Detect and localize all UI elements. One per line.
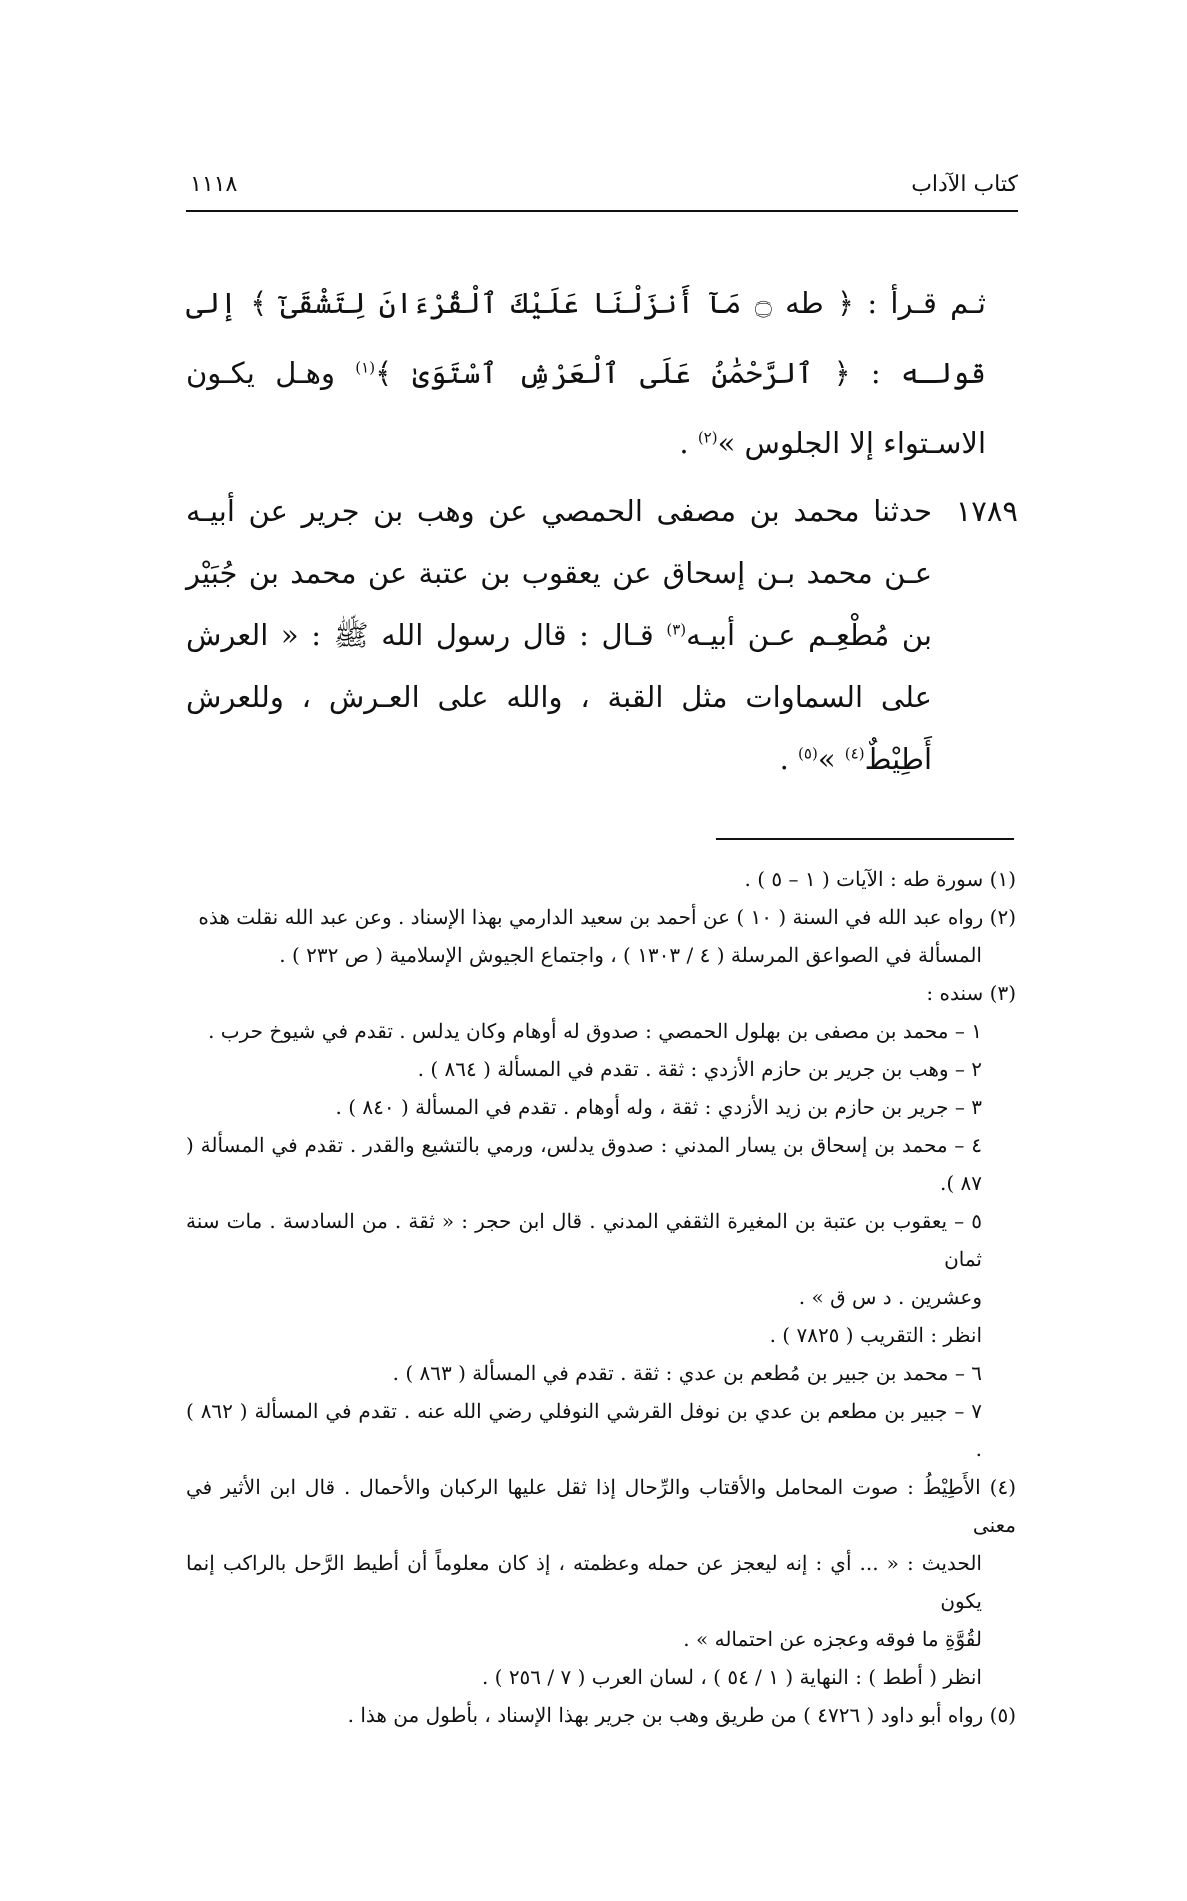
footnote-ref-1: (١) bbox=[355, 358, 376, 377]
footnote-3-heading: (٣) سنده : bbox=[926, 981, 1016, 1005]
footnote-4-line-3: لقُوَّةِ ما فوقه وعجزه عن احتماله » . bbox=[683, 1627, 982, 1651]
sanad-item-5-line-2: وعشرين . د س ق » . bbox=[798, 1285, 982, 1309]
book-title: كتاب الآداب bbox=[911, 172, 1018, 197]
sanad-item-3: ٣ – جرير بن حازم بن زيد الأزدي : ثقة ، وله أوهام . تقدم في المسألة ( ٨٤٠ ) . bbox=[335, 1095, 982, 1119]
main-text-body-3: . bbox=[679, 426, 698, 460]
hadith-part-3: » bbox=[817, 742, 845, 776]
footnote-ref-3: (٣) bbox=[666, 620, 687, 639]
sanad-item-4: ٤ – محمد بن إسحاق بن يسار المدني : صدوق يدلس، ورمي بالتشيع والقدر . تقدم في المسألة ( ٨٧ ). bbox=[186, 1133, 982, 1195]
main-text-body-2: وهـل يكـون الاسـتواء إلا الجلوس » bbox=[186, 356, 986, 460]
footnote-5: (٥) رواه أبو داود ( ٤٧٢٦ ) من طريق وهب بن جرير بهذا الإسناد ، بأطول من هذا . bbox=[347, 1703, 1016, 1727]
main-text-body: ثـم قـرأ : ﴿ طه ۝ مَآ أَنزَلْنَا عَلَيْكَ ٱلْقُرْءَانَ لِتَشْقَىٰٓ ﴾ إلى قولـه : ﴿ ٱلرَّحْمَٰنُ عَلَى ٱلْعَرْشِ ٱسْتَوَىٰ ﴾ bbox=[186, 286, 986, 390]
footnote-4 bbox=[186, 1468, 1016, 1696]
footnotes bbox=[186, 860, 1016, 1734]
footnote-2 bbox=[186, 898, 1016, 974]
hadith-part-4: . bbox=[779, 742, 799, 776]
hadith-1789 bbox=[186, 480, 1018, 790]
main-text bbox=[186, 268, 986, 478]
footnote-ref-4: (٤) bbox=[844, 744, 865, 763]
sanad-item-1: ١ – محمد بن مصفى بن بهلول الحمصي : صدوق له أوهام وكان يدلس . تقدم في شيوخ حرب . bbox=[208, 1019, 982, 1043]
sanad-item-5 bbox=[186, 1202, 1016, 1354]
page-header bbox=[186, 170, 1018, 212]
footnote-4-line-1: (٤) الأَطِيْطُ : صوت المحامل والأقتاب والرِّحال إذا ثقل عليها الركبان والأحمال . قال ابن الأثير في معنى bbox=[186, 1475, 1016, 1537]
footnote-2-line-2: المسألة في الصواعق المرسلة ( ٤ / ١٣٠٣ ) ، واجتماع الجيوش الإسلامية ( ص ٢٣٢ ) . bbox=[279, 943, 982, 967]
footnote-1: (١) سورة طه : الآيات ( ١ – ٥ ) . bbox=[744, 867, 1016, 891]
hadith-part-2: قـال : قال رسول الله ﷺ : « العرش على السماوات مثل القبة ، والله على العـرش ، وللعرش أَطِيْطٌ bbox=[186, 618, 932, 776]
sanad-item-6: ٦ – محمد بن جبير بن مُطعم بن عدي : ثقة . تقدم في المسألة ( ٨٦٣ ) . bbox=[392, 1361, 982, 1385]
sanad-item-5-line-1: ٥ – يعقوب بن عتبة بن المغيرة الثقفي المدني . قال ابن حجر : « ثقة . من السادسة . مات سنة ثمان bbox=[186, 1209, 982, 1271]
footnote-ref-2: (٢) bbox=[697, 428, 718, 447]
footnote-4-line-2: الحديث : « ... أي : إنه ليعجز عن حمله وعظمته ، إذ كان معلوماً أن أطيط الرَّحل بالراكب إنما يكون bbox=[186, 1551, 982, 1613]
hadith-part-1: حدثنا محمد بن مصفى الحمصي عن وهب بن جرير عن أبيـه عـن محمد بـن إسحاق عن يعقوب بن عتبة عن محمد بن جُبَيْر بن مُطْعِـم عـن أبيـه bbox=[186, 494, 932, 652]
sanad-item-2: ٢ – وهب بن جرير بن حازم الأزدي : ثقة . تقدم في المسألة ( ٨٦٤ ) . bbox=[417, 1057, 982, 1081]
sanad-item-5-reference: انظر : التقريب ( ٧٨٢٥ ) . bbox=[769, 1323, 982, 1347]
sanad-item-7: ٧ – جبير بن مطعم بن عدي بن نوفل القرشي النوفلي رضي الله عنه . تقدم في المسألة ( ٨٦٢ ) . bbox=[186, 1399, 982, 1461]
page-number: ١١١٨ bbox=[190, 172, 238, 197]
footnote-ref-5: (٥) bbox=[798, 744, 818, 763]
hadith-text bbox=[186, 480, 932, 790]
footnote-separator bbox=[716, 838, 1014, 840]
footnote-2-line-1: (٢) رواه عبد الله في السنة ( ١٠ ) عن أحمد بن سعيد الدارمي بهذا الإسناد . وعن عبد الله نقلت هذه bbox=[198, 905, 1016, 929]
hadith-number: ١٧٨٩ bbox=[955, 494, 1018, 528]
footnote-4-reference: انظر ( أطط ) : النهاية ( ١ / ٥٤ ) ، لسان العرب ( ٧ / ٢٥٦ ) . bbox=[481, 1665, 982, 1689]
